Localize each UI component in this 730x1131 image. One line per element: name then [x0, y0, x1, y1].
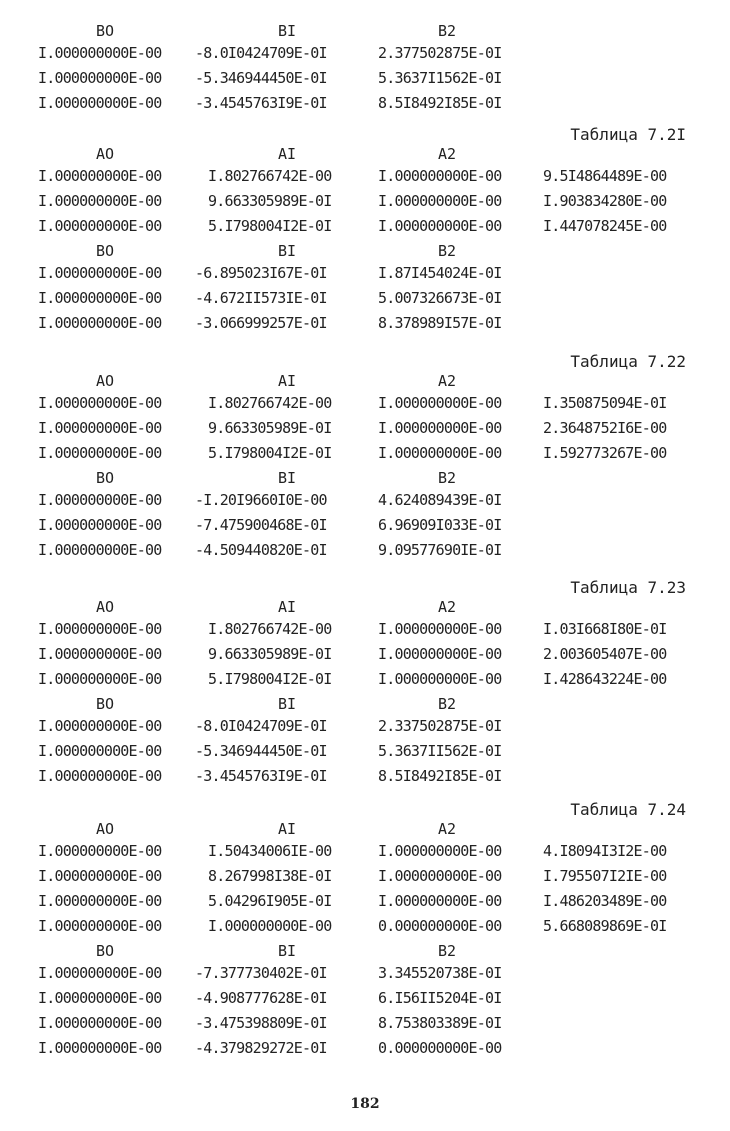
table-title: Таблица 7.23 — [570, 578, 686, 597]
table-cell: I.000000000E-00 — [38, 767, 162, 785]
table-cell: -3.066999257E-0I — [195, 314, 327, 332]
table-cell: I.000000000E-00 — [38, 94, 162, 112]
table-row — [0, 620, 730, 645]
table-cell: 3.345520738E-0I — [378, 964, 502, 982]
table-cell: I.795507I2IE-00 — [543, 867, 667, 885]
table-cell: I.000000000E-00 — [378, 645, 502, 663]
table-cell: 6.I56II5204E-0I — [378, 989, 502, 1007]
table-cell: 5.668089869E-0I — [543, 917, 667, 935]
table-row — [0, 44, 730, 69]
table-row — [0, 670, 730, 695]
column-header: BI — [278, 469, 297, 487]
table-row — [0, 1014, 730, 1039]
table-cell: I.87I454024E-0I — [378, 264, 502, 282]
table-cell: I.000000000E-00 — [378, 670, 502, 688]
table-cell: I.000000000E-00 — [378, 867, 502, 885]
table-row — [0, 516, 730, 541]
table-section — [0, 22, 730, 119]
table-cell: I.350875094E-0I — [543, 394, 667, 412]
table-cell: -3.4545763I9E-0I — [195, 94, 327, 112]
table-cell: 9.5I4864489E-00 — [543, 167, 667, 185]
table-cell: I.000000000E-00 — [38, 717, 162, 735]
table-cell: 2.3648752I6E-00 — [543, 419, 667, 437]
column-header: B2 — [438, 469, 457, 487]
table-cell: 4.I8094I3I2E-00 — [543, 842, 667, 860]
table-cell: I.000000000E-00 — [38, 264, 162, 282]
table-row — [0, 167, 730, 192]
table-row — [0, 717, 730, 742]
table-row — [0, 289, 730, 314]
table-cell: I.802766742E-00 — [208, 167, 332, 185]
b-header-row — [0, 695, 730, 717]
column-header: BO — [96, 242, 115, 260]
table-cell: 8.5I8492I85E-0I — [378, 94, 502, 112]
column-header: BO — [96, 942, 115, 960]
table-cell: -4.379829272E-0I — [195, 1039, 327, 1057]
table-cell: I.000000000E-00 — [378, 842, 502, 860]
table-cell: 5.04296I905E-0I — [208, 892, 332, 910]
table-cell: I.000000000E-00 — [38, 419, 162, 437]
table-cell: I.000000000E-00 — [38, 620, 162, 638]
column-header: A2 — [438, 598, 457, 616]
column-header: AI — [278, 820, 297, 838]
column-header: BO — [96, 695, 115, 713]
table-cell: I.000000000E-00 — [38, 892, 162, 910]
column-header: A2 — [438, 820, 457, 838]
table-row — [0, 867, 730, 892]
table-cell: -3.475398809E-0I — [195, 1014, 327, 1032]
table-row — [0, 989, 730, 1014]
table-cell: -8.0I0424709E-0I — [195, 717, 327, 735]
table-cell: I.000000000E-00 — [38, 917, 162, 935]
table-cell: 5.3637I1562E-0I — [378, 69, 502, 87]
table-cell: 5.I798004I2E-0I — [208, 444, 332, 462]
table-cell: I.802766742E-00 — [208, 620, 332, 638]
table-row — [0, 964, 730, 989]
column-header: B2 — [438, 942, 457, 960]
table-cell: -I.20I9660I0E-00 — [195, 491, 327, 509]
table-row — [0, 892, 730, 917]
b-header-row — [0, 242, 730, 264]
table-row — [0, 842, 730, 867]
table-section — [0, 125, 730, 339]
table-cell: 8.267998I38E-0I — [208, 867, 332, 885]
table-cell: I.000000000E-00 — [38, 167, 162, 185]
table-cell: 2.003605407E-00 — [543, 645, 667, 663]
table-row — [0, 314, 730, 339]
a-header-row — [0, 820, 730, 842]
table-cell: -7.475900468E-0I — [195, 516, 327, 534]
table-row — [0, 94, 730, 119]
table-cell: 9.663305989E-0I — [208, 419, 332, 437]
a-header-row — [0, 145, 730, 167]
column-header: BO — [96, 469, 115, 487]
table-row — [0, 264, 730, 289]
column-header: AO — [96, 372, 115, 390]
table-cell: -6.895023I67E-0I — [195, 264, 327, 282]
table-cell: I.000000000E-00 — [378, 167, 502, 185]
column-header: B2 — [438, 695, 457, 713]
table-cell: -4.672II573IE-0I — [195, 289, 327, 307]
table-cell: 6.96909I033E-0I — [378, 516, 502, 534]
table-cell: I.000000000E-00 — [38, 444, 162, 462]
table-cell: 4.624089439E-0I — [378, 491, 502, 509]
table-row — [0, 767, 730, 792]
column-header: BI — [278, 22, 297, 40]
table-row — [0, 419, 730, 444]
table-cell: -3.4545763I9E-0I — [195, 767, 327, 785]
table-cell: I.802766742E-00 — [208, 394, 332, 412]
table-cell: -5.346944450E-0I — [195, 69, 327, 87]
table-cell: I.000000000E-00 — [38, 541, 162, 559]
b-header-row — [0, 22, 730, 44]
table-cell: I.000000000E-00 — [378, 217, 502, 235]
table-cell: I.428643224E-00 — [543, 670, 667, 688]
table-cell: I.000000000E-00 — [38, 289, 162, 307]
column-header: A2 — [438, 372, 457, 390]
column-header: AO — [96, 820, 115, 838]
table-row — [0, 742, 730, 767]
a-header-row — [0, 372, 730, 394]
table-cell: I.000000000E-00 — [38, 394, 162, 412]
table-cell: I.000000000E-00 — [38, 989, 162, 1007]
table-cell: -5.346944450E-0I — [195, 742, 327, 760]
column-header: B2 — [438, 22, 457, 40]
table-cell: I.000000000E-00 — [208, 917, 332, 935]
column-header: BI — [278, 695, 297, 713]
table-cell: I.486203489E-00 — [543, 892, 667, 910]
table-row — [0, 645, 730, 670]
table-cell: -4.509440820E-0I — [195, 541, 327, 559]
table-row — [0, 69, 730, 94]
page-number: 182 — [350, 1096, 380, 1112]
table-title: Таблица 7.24 — [570, 800, 686, 819]
table-cell: I.000000000E-00 — [378, 192, 502, 210]
table-cell: 9.663305989E-0I — [208, 192, 332, 210]
table-row — [0, 192, 730, 217]
table-cell: 5.007326673E-0I — [378, 289, 502, 307]
table-row — [0, 217, 730, 242]
table-cell: I.000000000E-00 — [38, 192, 162, 210]
table-title: Таблица 7.2I — [570, 125, 686, 144]
table-cell: 2.377502875E-0I — [378, 44, 502, 62]
table-cell: 0.000000000E-00 — [378, 1039, 502, 1057]
table-cell: I.000000000E-00 — [38, 516, 162, 534]
table-cell: I.000000000E-00 — [38, 314, 162, 332]
table-cell: 8.378989I57E-0I — [378, 314, 502, 332]
table-section — [0, 352, 730, 566]
table-cell: I.000000000E-00 — [378, 394, 502, 412]
table-cell: I.000000000E-00 — [38, 842, 162, 860]
table-cell: 8.753803389E-0I — [378, 1014, 502, 1032]
table-cell: 5.I798004I2E-0I — [208, 217, 332, 235]
table-cell: 5.I798004I2E-0I — [208, 670, 332, 688]
table-cell: I.000000000E-00 — [38, 964, 162, 982]
table-cell: I.000000000E-00 — [38, 44, 162, 62]
table-cell: 9.09577690IE-0I — [378, 541, 502, 559]
table-cell: -8.0I0424709E-0I — [195, 44, 327, 62]
b-header-row — [0, 942, 730, 964]
table-cell: I.000000000E-00 — [38, 867, 162, 885]
a-header-row — [0, 598, 730, 620]
table-row — [0, 1039, 730, 1064]
table-cell: I.903834280E-00 — [543, 192, 667, 210]
column-header: B2 — [438, 242, 457, 260]
table-cell: I.000000000E-00 — [38, 1014, 162, 1032]
table-cell: -7.377730402E-0I — [195, 964, 327, 982]
table-cell: 5.3637II562E-0I — [378, 742, 502, 760]
table-title: Таблица 7.22 — [570, 352, 686, 371]
column-header: AI — [278, 598, 297, 616]
table-row — [0, 917, 730, 942]
column-header: A2 — [438, 145, 457, 163]
column-header: AI — [278, 145, 297, 163]
table-cell: 8.5I8492I85E-0I — [378, 767, 502, 785]
column-header: AO — [96, 145, 115, 163]
column-header: BI — [278, 242, 297, 260]
table-row — [0, 444, 730, 469]
table-section — [0, 578, 730, 792]
table-cell: I.000000000E-00 — [38, 645, 162, 663]
table-cell: I.000000000E-00 — [38, 1039, 162, 1057]
column-header: AI — [278, 372, 297, 390]
column-header: BI — [278, 942, 297, 960]
table-cell: I.000000000E-00 — [38, 670, 162, 688]
table-cell: I.000000000E-00 — [38, 491, 162, 509]
table-cell: I.000000000E-00 — [378, 444, 502, 462]
table-cell: I.50434006IE-00 — [208, 842, 332, 860]
table-cell: I.000000000E-00 — [38, 69, 162, 87]
table-section — [0, 800, 730, 1064]
table-row — [0, 541, 730, 566]
column-header: AO — [96, 598, 115, 616]
table-row — [0, 394, 730, 419]
table-cell: I.000000000E-00 — [378, 419, 502, 437]
table-row — [0, 491, 730, 516]
table-cell: 9.663305989E-0I — [208, 645, 332, 663]
table-cell: 0.000000000E-00 — [378, 917, 502, 935]
table-cell: I.447078245E-00 — [543, 217, 667, 235]
b-header-row — [0, 469, 730, 491]
table-cell: -4.908777628E-0I — [195, 989, 327, 1007]
table-cell: I.000000000E-00 — [38, 217, 162, 235]
table-cell: I.592773267E-00 — [543, 444, 667, 462]
table-cell: I.03I668I80E-0I — [543, 620, 667, 638]
column-header: BO — [96, 22, 115, 40]
table-cell: I.000000000E-00 — [38, 742, 162, 760]
table-cell: 2.337502875E-0I — [378, 717, 502, 735]
table-cell: I.000000000E-00 — [378, 620, 502, 638]
table-cell: I.000000000E-00 — [378, 892, 502, 910]
